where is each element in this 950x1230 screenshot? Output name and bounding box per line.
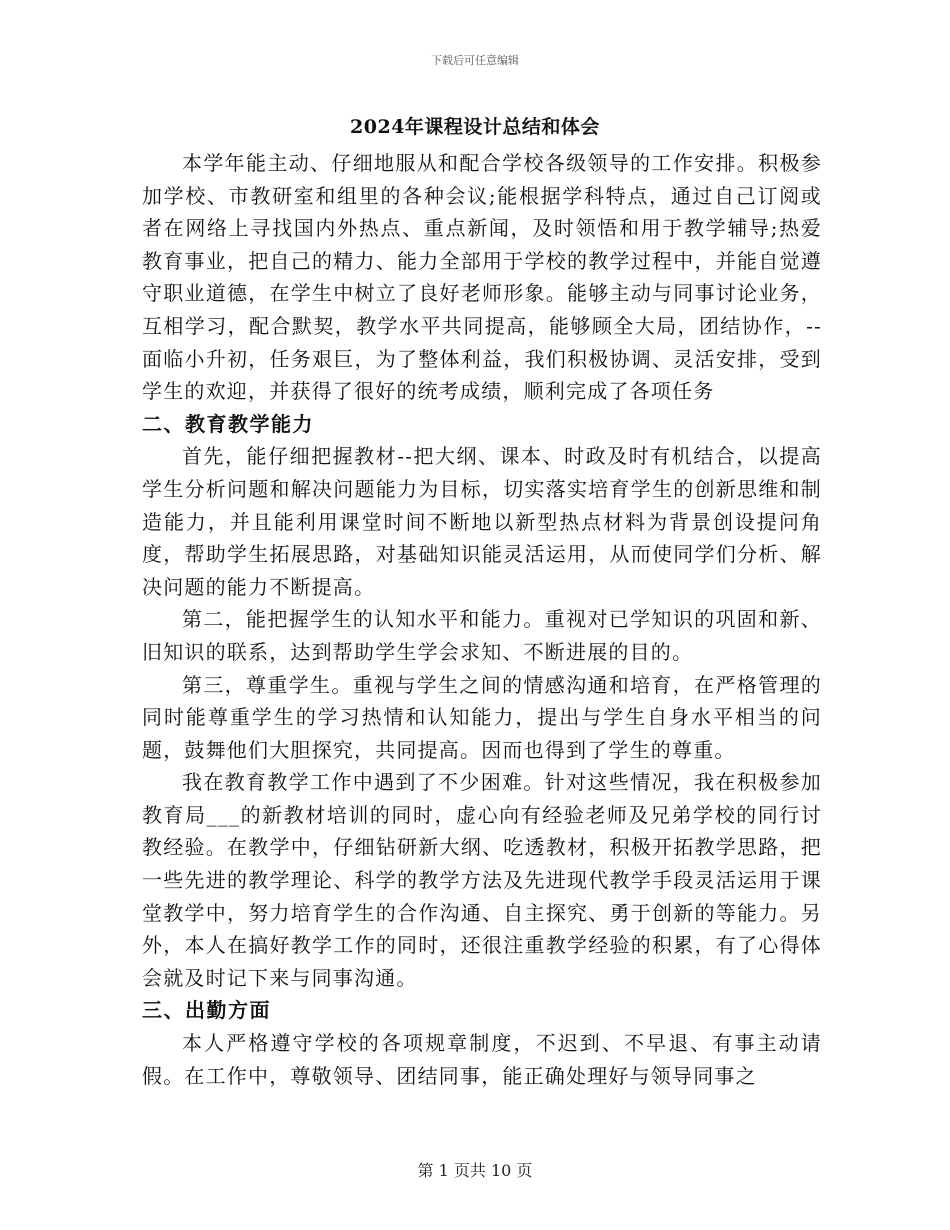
paragraph-attendance: 本人严格遵守学校的各项规章制度，不迟到、不早退、有事主动请假。在工作中，尊敬领导、团结同事，能正确处理好与领导同事之 xyxy=(142,1031,822,1088)
section-heading-teaching-ability: 二、教育教学能力 xyxy=(142,411,314,436)
paragraph-third: 第三，尊重学生。重视与学生之间的情感沟通和培育，在严格管理的同时能尊重学生的学习热情和认知能力，提出与学生自身水平相当的问题，鼓舞他们大胆探究，共同提高。因而也得到了学生的尊重。 xyxy=(142,672,822,762)
document-title: 2024年课程设计总结和体会 xyxy=(350,116,600,138)
paragraph-second: 第二，能把握学生的认知水平和能力。重视对已学知识的巩固和新、旧知识的联系，达到帮助学生学会求知、不断进展的目的。 xyxy=(142,607,822,664)
section-heading-attendance: 三、出勤方面 xyxy=(142,998,271,1023)
paragraph-intro: 本学年能主动、仔细地服从和配合学校各级领导的工作安排。积极参加学校、市教研室和组里的各种会议;能根据学科特点，通过自己订阅或者在网络上寻找国内外热点、重点新闻，及时领悟和用于教学辅导;热爱教育事业，把自己的精力、能力全部用于学校的教学过程中，并能自觉遵守职业道德，在学生中树立了良好老师形象。能够主动与同事讨论业务，互相学习，配合默契，教学水平共同提高，能够顾全大局，团结协作，--面临小升初，任务艰巨，为了整体利益，我们积极协调、灵活安排，受到学生的欢迎，并获得了很好的统考成绩，顺利完成了各项任务 xyxy=(142,151,822,404)
paragraph-difficulties: 我在教育教学工作中遇到了不少困难。针对这些情况，我在积极参加教育局___的新教材培训的同时，虚心向有经验老师及兄弟学校的同行讨教经验。在教学中，仔细钻研新大纲、吃透教材，积极开拓教学思路，把一些先进的教学理论、科学的教学方法及先进现代教学手段灵活运用于课堂教学中，努力培育学生的合作沟通、自主探究、勇于创新的等能力。另外，本人在搞好教学工作的同时，还很注重教学经验的积累，有了心得体会就及时记下来与同事沟通。 xyxy=(142,770,822,990)
document-body xyxy=(142,147,822,1092)
header-note: 下载后可任意编辑 xyxy=(431,54,519,67)
page-footer: 第 1 页共 10 页 xyxy=(417,1161,533,1180)
paragraph-first: 首先，能仔细把握教材--把大纲、课本、时政及时有机结合，以提高学生分析问题和解决问题能力为目标，切实落实培育学生的创新思维和制造能力，并且能利用课堂时间不断地以新型热点材料为背景创设提问角度，帮助学生拓展思路，对基础知识能灵活运用，从而使同学们分析、解决问题的能力不断提高。 xyxy=(142,444,822,599)
